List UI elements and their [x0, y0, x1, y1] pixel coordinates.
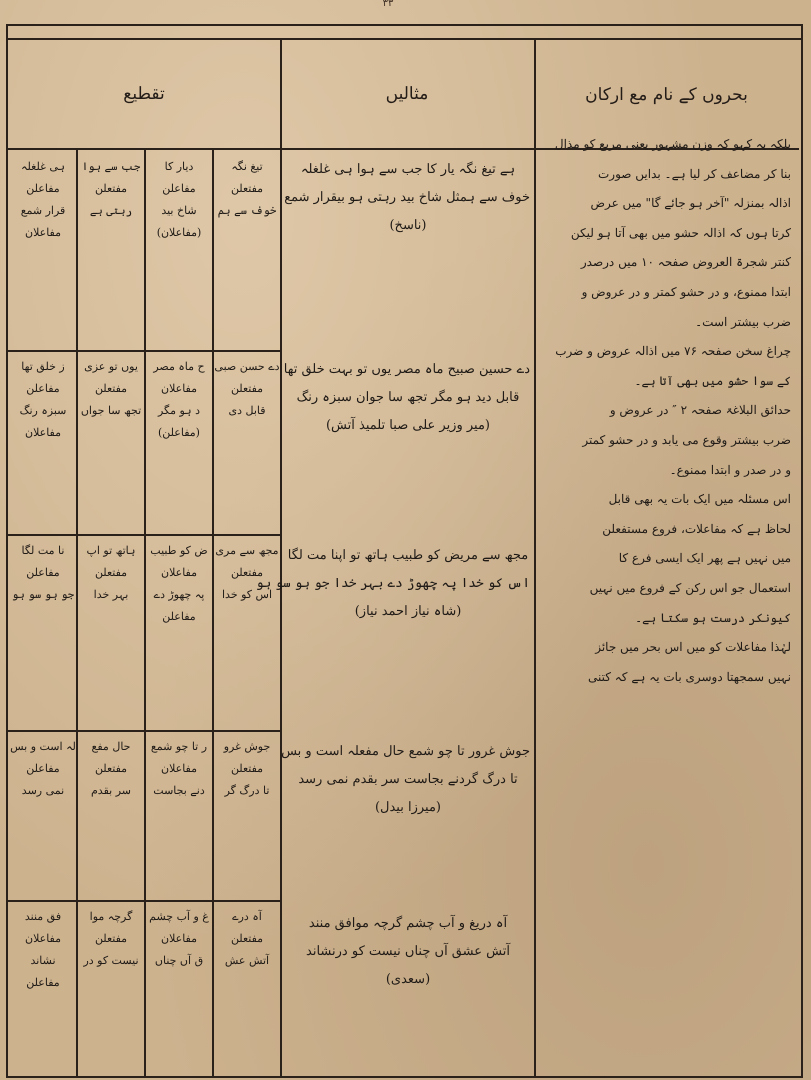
scansion-cell	[10, 540, 76, 728]
scansion-cell	[146, 540, 212, 728]
scansion-text: غ و آب چشم	[149, 910, 209, 923]
scansion-text: مفتعلن	[94, 382, 128, 395]
scansion-cell	[78, 356, 144, 532]
scansion-text: رہتی ہے	[89, 204, 133, 217]
description-line: کرتا ہوں کہ اذالہ حشو میں بھی آتا ہو لیکن	[570, 225, 791, 240]
scansion-text: شاخ بید	[161, 204, 197, 217]
scansion-text: مفاعلان	[160, 762, 197, 775]
page-number: ۳۳	[382, 0, 394, 9]
example-block	[256, 542, 530, 692]
scansion-text: ہی غلغلہ	[21, 160, 65, 173]
scansion-text: گرچہ موا	[89, 910, 133, 923]
scansion-text: مفتعلن	[94, 566, 128, 579]
scansion-text: مفاعلن	[26, 976, 60, 989]
meter-description	[530, 130, 795, 1070]
scansion-text: تجھ سا جواں	[80, 404, 142, 417]
example-verse: ہے تیغ نگہ یار کا جب سے ہوا ہی غلغلہ	[300, 162, 516, 177]
scansion-text: مفتعلن	[230, 182, 264, 195]
scansion-text: مفتعلن	[94, 932, 128, 945]
scansion-cell	[78, 540, 144, 728]
scansion-text: دیار کا	[164, 160, 194, 173]
scansion-text: نشاند	[30, 954, 56, 967]
description-line: ضرب بیشتر است۔	[695, 314, 791, 329]
scansion-text: خوف سے ہم	[217, 204, 277, 217]
scansion-text: مفتعلن	[230, 382, 264, 395]
scansion-text: مفاعلان	[24, 426, 61, 439]
example-poet: (میر وزیر علی صبا تلمیذ آتش)	[325, 418, 491, 433]
example-poet: (شاہ نیاز احمد نیاز)	[354, 604, 462, 619]
scansion-cell	[214, 906, 280, 1074]
scansion-text: سر بقدم	[91, 784, 131, 797]
scansion-text: مفاعلن	[26, 762, 60, 775]
scansion-text: ض کو طبیب	[150, 544, 208, 557]
description-line: میں نہیں ہے پھر ایک ایسی فرع کا	[618, 551, 791, 566]
scansion-text: حال مفع	[91, 740, 131, 753]
scansion-text: مفتعلن	[94, 762, 128, 775]
scansion-text: مفاعلن	[162, 610, 196, 623]
scansion-cell	[214, 356, 280, 532]
scansion-text: مفتعلن	[230, 566, 264, 579]
description-line: و در صدر و ابتدا ممنوع۔	[669, 462, 791, 477]
scansion-cell	[78, 156, 144, 348]
example-verse: آہ دریغ و آب چشم گرچہ موافق منند	[308, 916, 508, 931]
description-line: کے سوا حشو میں بھی آتا ہے۔	[634, 373, 791, 388]
description-line: بنا کر مضاعف کر لیا ہے۔ بدایں صورت	[597, 166, 791, 181]
description-line: استعمال جو اس رکن کے فروع میں نہیں	[589, 580, 791, 595]
example-verse: تا درگ گردنے بجاست سر بقدم نمی رسد	[298, 772, 518, 787]
scansion-text: ق آں چناں	[154, 954, 204, 967]
header-scansion: تقطیع	[8, 40, 280, 150]
scansion-text: قرار شمع	[20, 204, 66, 217]
example-verse: خوف سے ہمثل شاخ بید رہتی ہو بیقرار شمع	[284, 190, 530, 205]
scansion-cell	[78, 736, 144, 898]
scansion-text: ہاتھ تو اپ	[86, 544, 136, 557]
description-line: اس مسئلہ میں ایک بات یہ بھی قابل	[608, 492, 791, 507]
scansion-cell	[146, 736, 212, 898]
scansion-text: آتش عش	[224, 954, 270, 967]
description-line: کیونکر درست ہو سکتا ہے۔	[635, 610, 791, 625]
scansion-text: جوش غرو	[223, 740, 271, 753]
description-line: لحاظ ہے کہ مفاعلات، فروع مستفعلن	[602, 521, 791, 536]
scansion-text: مفاعلن	[26, 182, 60, 195]
example-verse: جوش غرور تا چو شمع حال مفعلہ است و بس	[281, 744, 530, 759]
description-line: اذالہ بمنزلہ "آخر ہو جائے گا" میں عرض	[590, 196, 791, 211]
scansion-text: مفتعلن	[230, 762, 264, 775]
header-examples: مثالیں	[280, 40, 534, 150]
scansion-cell	[10, 156, 76, 348]
scansion-text: مفاعلان	[160, 932, 197, 945]
example-block	[283, 356, 530, 506]
scansion-text: فق منند	[24, 910, 62, 923]
scansion-text: مجھ سے مری	[215, 544, 279, 557]
scansion-text: اس کو خدا	[221, 588, 273, 601]
scansion-text: سبزہ رنگ	[19, 404, 67, 417]
scansion-text: مفاعلان	[160, 566, 197, 579]
scansion-text: جب سے ہوا	[81, 160, 141, 173]
scansion-cell	[146, 156, 212, 348]
example-poet: (میرزا بیدل)	[374, 800, 442, 815]
scansion-text: دے حسن صبی	[214, 360, 280, 373]
example-verse: مجھ سے مریض کو طبیب ہاتھ تو اپنا مت لگا	[287, 548, 529, 563]
scansion-text: ر تا چو شمع	[150, 740, 208, 753]
scansion-cell	[214, 540, 280, 728]
scansion-text: بہر خدا	[93, 588, 129, 601]
scansion-text: ح ماہ مصر	[153, 360, 205, 373]
scansion-text: قابل دی	[228, 404, 266, 417]
scansion-text: آہ درے	[232, 910, 262, 923]
scansion-text: نیست کو در	[83, 954, 139, 967]
scansion-text: مفاعلان	[24, 932, 61, 945]
scansion-cell	[10, 736, 76, 898]
description-line: چراغ سخن صفحہ ۷۶ میں اذالہ عروض و ضرب	[555, 344, 791, 359]
scansion-text: نمی رسد	[21, 784, 65, 797]
scansion-text: تا درگ گر	[224, 784, 270, 797]
scansion-cell	[146, 356, 212, 532]
scansion-text: مفاعلان	[24, 226, 61, 239]
scansion-cell	[146, 906, 212, 1074]
description-line: بلکہ یہ کہو کہ وزن مشہور یعنی مربع کو مذال	[554, 137, 791, 151]
description-line: ابتدا ممنوع، و در حشو کمتر و در عروض و	[581, 284, 791, 299]
scansion-text: لہ است و بس	[10, 740, 76, 753]
scansion-text: مفتعلن	[94, 182, 128, 195]
scansion-text: مفاعلن	[26, 566, 60, 579]
description-line: حدائق البلاغۃ صفحہ ۲ ″ در عروض و	[609, 403, 791, 418]
scansion-text: مفاعلان	[160, 382, 197, 395]
scansion-cell	[78, 906, 144, 1074]
example-poet: (سعدی)	[385, 972, 431, 987]
scansion-cell	[10, 906, 76, 1074]
scansion-text: مفاعلن	[162, 182, 196, 195]
description-line: کنتر شجرۃ العروض صفحہ ۱۰ میں درصدر	[580, 255, 791, 270]
scansion-text: ز خلق تھا	[21, 360, 65, 373]
header-meter-names: بحروں کے نام مع ارکان	[534, 40, 799, 150]
description-line: ضرب بیشتر وقوع می یابد و در حشو کمتر	[582, 432, 791, 447]
description-line: لہٰذا مفاعلات کو میں اس بحر میں جائز	[595, 640, 791, 655]
scansion-text: (مفاعلان)	[156, 226, 202, 239]
example-verse: قابل دید ہو مگر تجھ سا جوان سبزہ رنگ	[296, 390, 520, 405]
scansion-text: نا مت لگا	[21, 544, 65, 557]
scansion-text: دنے بجاست	[153, 784, 205, 797]
scansion-cell	[214, 156, 280, 348]
separator-scansion-examples	[280, 40, 282, 1076]
scansion-text: (مفاعلن)	[158, 426, 200, 439]
header-top-rule	[8, 38, 801, 40]
example-verse: آتش عشق آں چناں نیست کو درنشاند	[306, 944, 510, 959]
scansion-text: مفتعلن	[230, 932, 264, 945]
description-line: نہیں سمجھتا دوسری بات یہ ہے کہ کتنی	[587, 669, 791, 684]
example-block	[286, 910, 530, 1060]
example-verse: دے حسین صبیح ماہ مصر یوں تو بہت خلق تھا	[283, 362, 530, 377]
scansion-text: مفاعلن	[26, 382, 60, 395]
example-block	[281, 738, 530, 888]
scansion-cell	[214, 736, 280, 898]
scansion-text: د ہو مگر	[157, 404, 201, 417]
example-verse: اس کو خدا پہ چھوڑ دے بہر خدا جو ہو سو ہو	[256, 576, 530, 591]
scansion-text: جو ہو سو ہو	[11, 588, 75, 601]
scansion-text: پہ چھوڑ دے	[153, 588, 205, 601]
example-block	[286, 156, 530, 306]
scansion-cell	[10, 356, 76, 532]
example-poet: (ناسخ)	[389, 218, 427, 233]
scansion-text: یوں تو عزی	[84, 360, 138, 373]
scansion-text: تیغ نگہ	[231, 160, 263, 173]
